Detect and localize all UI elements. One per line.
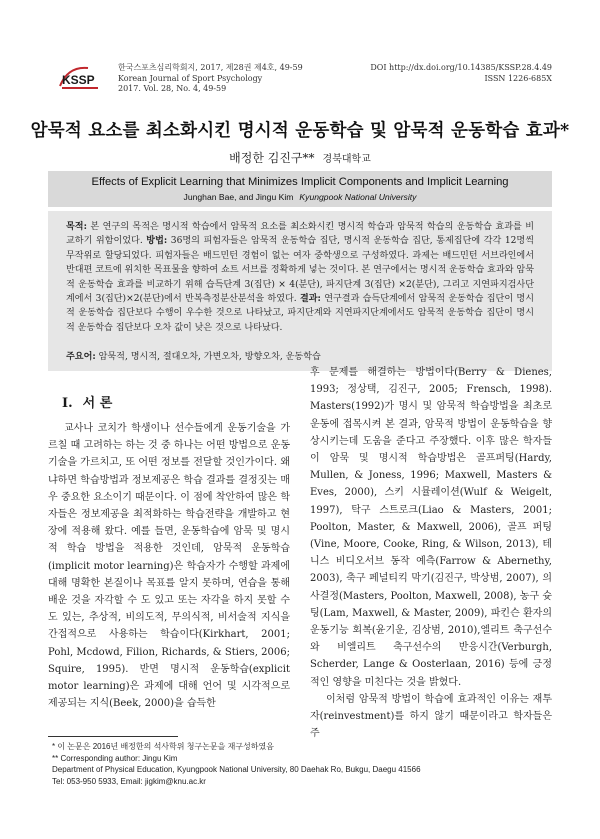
paragraph: 후 문제를 해결하는 방법이다(Berry & Dienes, 1993; 정상택, 김진구, 2005; Frensch, 1998). Masters(1992)가 명시 및 암묵적 학습방법을 최초로 운동에 접목시켜 본 결과, 암묵적 방법이 운동학습을 향상시키는데 도움을 준다고 주장했다. 이후 많은 학자들이 암묵 및 명시적 학습방법은 골프퍼팅(Hardy, Mullen, & Joness, 1996; Maxwell, Masters & Eves, 2000), 스키 시뮬레이션(Wulf & Weigelt, 1997), 탁구 스트로크(Liao & Masters, 2001; Poolton, Master, & Maxwell, 2006), 골프 퍼팅(Vine, Moore, Cooke, Ring, & Wilson, 2013), 테니스 비디오서브 동작 예측(Farrow & Abernethy, 2003), 축구 페널티킥 막기(김진구, 박상범, 2007), 의사결정(Masters, Poolton, Maxwell, 2008), 농구 슛팅(Lam, Maxwell, & Master, 2009), 파킨슨 환자의 운동기능 회복(윤기운, 김상범, 2010),엘리트 축구선수와 비엘리트 축구선수의 반응시간(Verburgh, Scherder, Lange & Oosterlaan, 2016) 등에 긍정적인 영향을 미친다는 것을 밝혔다. <box>310 367 552 688</box>
footnote-4: Tel: 053-950 5933, Email: jigkim@knu.ac.kr <box>52 776 206 786</box>
keywords-list: 암묵적, 명시적, 절대오차, 가변오차, 방향오차, 운동학습 <box>95 352 321 362</box>
abstract-result-label: 결과: <box>299 293 321 305</box>
english-title: Effects of Explicit Learning that Minimizes Implicit Components and Implicit Learning <box>91 176 509 188</box>
author-names: 배정한 김진구** <box>229 151 315 165</box>
section-heading <box>62 392 112 411</box>
section-number: I. <box>62 396 73 411</box>
journal-info <box>118 63 303 95</box>
section-title: 서 론 <box>82 396 113 411</box>
english-authors: Junghan Bae, and Jingu Kim <box>183 192 294 202</box>
doi-link[interactable]: DOI http://dx.doi.org/10.14385/KSSP.28.4.49 <box>370 63 552 72</box>
journal-line-2: Korean Journal of Sport Psychology <box>118 73 263 83</box>
right-column <box>310 364 552 742</box>
paper-title: 암묵적 요소를 최소화시킨 명시적 운동학습 및 암묵적 운동학습 효과* <box>30 121 570 141</box>
footnotes <box>52 741 552 787</box>
logo-text: KSSP <box>62 73 95 87</box>
keywords-label: 주요어: <box>66 351 96 362</box>
journal-line-1: 한국스포츠심리학회지, 2017, 제28권 제4호, 49-59 <box>118 63 303 72</box>
journal-line-3: 2017. Vol. 28, No. 4, 49-59 <box>118 84 227 93</box>
doi-block <box>370 63 552 84</box>
keywords <box>66 349 534 362</box>
footnote-1: * 이 논문은 2016년 배정한의 석사학위 청구논문을 재구성하였음 <box>52 742 274 751</box>
english-affiliation: Kyungpook National University <box>299 192 417 202</box>
footnote-3: Department of Physical Education, Kyungpook National University, 80 Daehak Ro, Bukgu, Daegu 41566 <box>52 765 421 775</box>
issn: ISSN 1226-685X <box>484 73 552 83</box>
abstract-method-label: 방법: <box>146 235 168 247</box>
paragraph: 교사나 코치가 학생이나 선수들에게 운동기술을 가르칠 때 고려하는 하는 것 중 하나는 어떤 방법으로 운동기술을 가르치고, 또 어떤 정보를 전달할 것인가이다. 왜냐하면 학습방법과 정보제공은 학습 결과를 결정짓는 매우 중요한 요소이기 때문이다. 이 점에 착안하여 많은 학자들은 정보제공을 최적화하는 학습전략을 개발하고 현장에 적용해 왔다. 예를 들면, 운동학습에 암묵 및 명시적 학습 방법을 적용한 것인데, 암묵적 운동학습(implicit motor learning)은 학습자가 수행할 과제에 대해 명확한 본질이나 목표를 알지 못하며, 연습을 통해 배운 것을 자각할 수 도 있고 또는 자각을 하지 못할 수도 있는, 추상적, 비의도적, 무의식적, 비서술적 지식을 간접적으로 사용하는 학습이다(Kirkhart, 2001; Pohl, Mcdowd, Filion, Richards, & Stiers, 2006; Squire, 1995). 반면 명시적 운동학습(explicit motor learning)은 과제에 대해 언어 및 시각적으로 제공되는 지식(Beek, 2000)을 습득한 <box>48 423 290 710</box>
abstract-purpose: 본 연구의 목적은 명시적 학습에서 암묵적 요소를 최소화시킨 명시적 학습과 암묵적 학습의 운동학습 효과를 비교하기 위함이었다. <box>66 222 534 247</box>
paragraph: 이처럼 암묵적 방법이 학습에 효과적인 이유는 재투자(reinvestment)를 하지 않기 때문이라고 학자들은 주 <box>310 693 552 740</box>
footnote-2: ** Corresponding author: Jingu Kim <box>52 753 178 763</box>
authors-korean <box>0 149 600 166</box>
left-column <box>48 420 290 712</box>
abstract-purpose-label: 목적: <box>66 221 87 232</box>
english-authors-line <box>48 192 552 202</box>
footnote-divider <box>48 736 178 737</box>
abstract-result: 연구결과 습득단계에서 암묵적 운동학습 집단이 명시적 운동학습 집단보다 수행이 우수한 것으로 나타났고, 파지단계와 지연파지단계에서도 암묵적 운동학습 집단이 명시적 운동학습 집단보다 오차 값이 낮은 것으로 나타났다. <box>66 294 534 333</box>
abstract <box>66 220 534 335</box>
affiliation-korean: 경북대학교 <box>322 154 371 165</box>
abstract-method: 36명의 피험자들은 암묵적 운동학습 집단, 명시적 운동학습 집단, 통제집단에 각각 12명씩 무작위로 할당되었다. 피험자들은 배드민턴 경험이 없는 여자 중학생으로 구성하였다. 과제는 배드민턴 서브라인에서 반대편 코트에 위치한 목표물을 향하여 쇼트 서브를 정확하게 넣는 것이다. 본 연구에서는 명시적 운동학습 효과와 암묵적 운동학습 효과를 비교하기 위해 습득단계 3(집단) × 4(분단), 파지단계 3(집단) ×2(분단), 그리고 지연파지검사단계에서 3(집단)×2(분단)에서 반복측정분산분석을 하였다. <box>66 236 534 305</box>
journal-logo <box>58 62 102 94</box>
